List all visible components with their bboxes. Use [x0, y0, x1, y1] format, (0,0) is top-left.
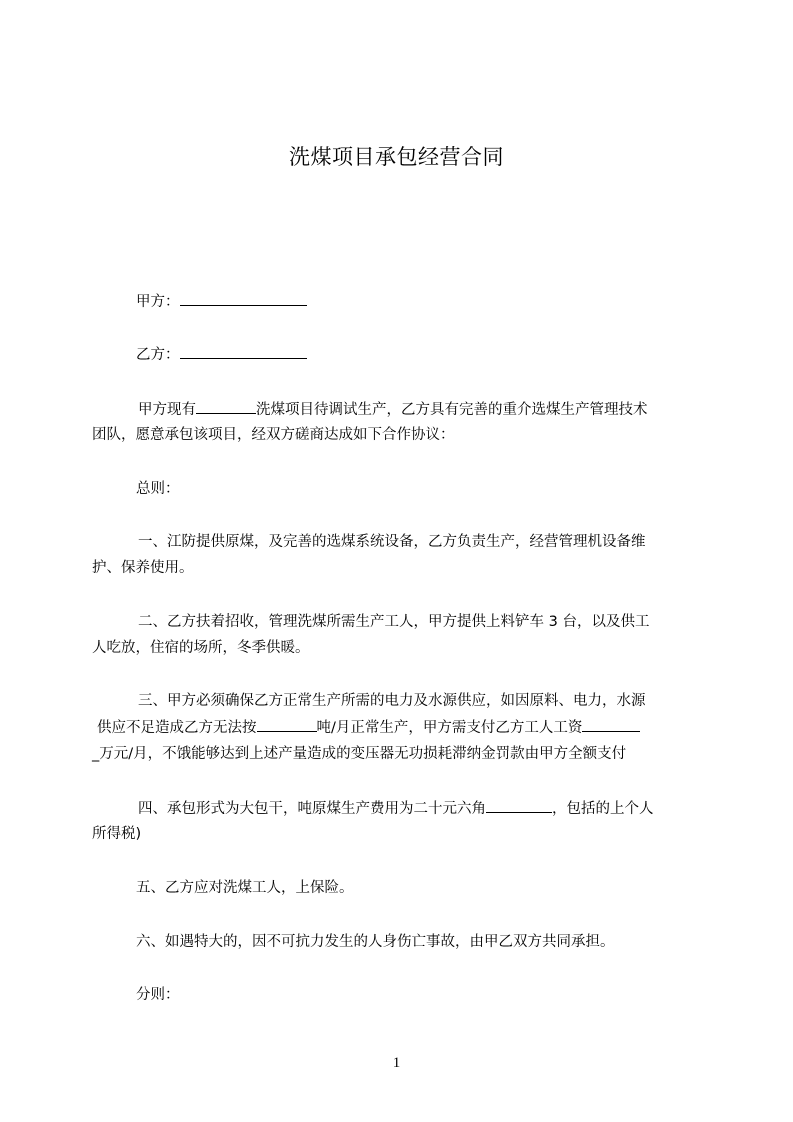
clause-6: 六、如遇特大的，因不可抗力发生的人身伤亡事故，由甲乙双方共同承担。: [136, 934, 615, 950]
wage-blank[interactable]: [582, 717, 640, 732]
party-b-label: 乙方：: [136, 347, 180, 363]
intro-line-2: 团队，愿意承包该项目，经双方磋商达成如下合作协议：: [92, 427, 455, 443]
party-b-line: [136, 344, 307, 365]
clause-4-line-1: [138, 798, 654, 819]
intro-text-b: 洗煤项目待调试生产，乙方具有完善的重介选煤生产管理技术: [256, 402, 648, 418]
clause-1-line-2: 护、保养使用。: [92, 560, 194, 576]
clause-3-line-1: 三、甲方必须确保乙方正常生产所需的电力及水源供应，如因原料、电力，水源: [138, 693, 646, 709]
project-name-blank[interactable]: [196, 399, 256, 414]
clause-3-text-b: 吨/月正常生产，甲方需支付乙方工人工资: [316, 720, 583, 736]
party-a-line: [136, 291, 307, 312]
fee-blank[interactable]: [486, 798, 552, 813]
general-heading: 总则：: [136, 481, 180, 497]
clause-5: 五、乙方应对洗煤工人，上保险。: [136, 880, 354, 896]
clause-2-line-2: 人吃放，住宿的场所，冬季供暖。: [92, 640, 310, 656]
document-title: 洗煤项目承包经营合同: [289, 145, 504, 169]
tonnage-blank[interactable]: [257, 717, 317, 732]
clause-2-line-1: 二、乙方扶着招收，管理洗煤所需生产工人，甲方提供上料铲车 3 台，以及供工: [138, 614, 650, 630]
clause-4-line-2: 所得税): [92, 826, 142, 842]
intro-line-1: [138, 399, 648, 420]
page-number: 1: [392, 1055, 401, 1071]
clause-3-text-a: 供应不足造成乙方无法按: [97, 720, 257, 736]
intro-text-a: 甲方现有: [138, 402, 196, 418]
clause-3-line-3: _万元/月，不饿能够达到上述产量造成的变压器无功损耗滞纳金罚款由甲方全额支付: [92, 746, 627, 762]
clause-4-text-b: ，包括的上个人: [552, 801, 654, 817]
party-b-blank[interactable]: [180, 344, 307, 359]
party-a-blank[interactable]: [180, 291, 307, 306]
party-a-label: 甲方：: [136, 294, 180, 310]
detail-heading: 分则：: [136, 987, 180, 1003]
clause-4-text-a: 四、承包形式为大包干，吨原煤生产费用为二十元六角: [138, 801, 486, 817]
clause-1-line-1: 一、江防提供原煤，及完善的选煤系统设备，乙方负责生产，经营管理机设备维: [138, 534, 646, 550]
clause-3-line-2: [97, 717, 640, 738]
